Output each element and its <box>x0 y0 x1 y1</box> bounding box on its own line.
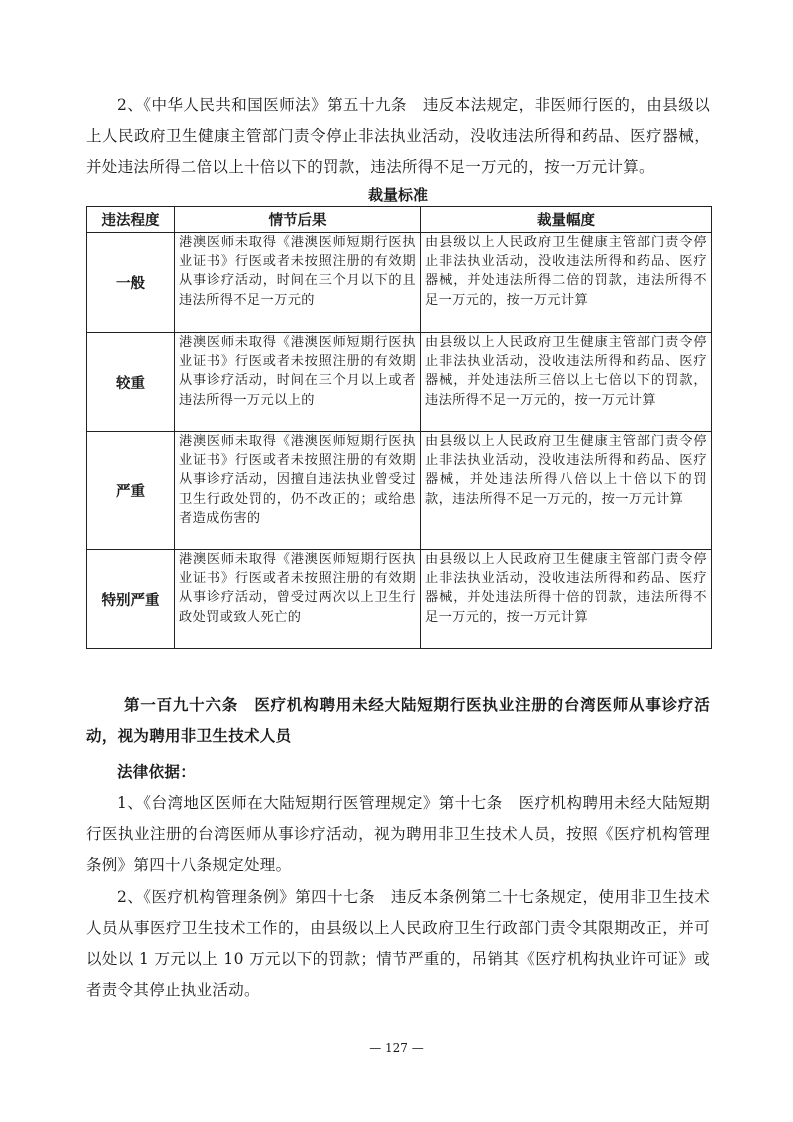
table-row <box>87 233 712 333</box>
row-level: 特别严重 <box>87 550 175 649</box>
row-consequence: 港澳医师未取得《港澳医师短期行医执业证书》行医或者未按照注册的有效期从事诊疗活动，时间在三个月以上或者违法所得一万元以上的 <box>175 333 421 432</box>
row-penalty: 由县级以上人民政府卫生健康主管部门责令停止非法执业活动，没收违法所得和药品、医疗器械，并处违法所得二倍的罚款，违法所得不足一万元的，按一万元计算 <box>421 233 712 333</box>
row-level: 较重 <box>87 333 175 432</box>
legal-basis-item: 1、《台湾地区医师在大陆短期行医管理规定》第十七条 医疗机构聘用未经大陆短期行医执业注册的台湾医师从事诊疗活动，视为聘用非卫生技术人员，按照《医疗机构管理条例》第四十八条规定处理。 <box>86 794 710 874</box>
row-penalty: 由县级以上人民政府卫生健康主管部门责令停止非法执业活动，没收违法所得和药品、医疗器械，并处违法所得十倍的罚款，违法所得不足一万元的，按一万元计算 <box>421 550 712 649</box>
page-number: — 127 — <box>369 1041 424 1055</box>
discretion-standard-table <box>86 206 712 649</box>
legal-basis-item: 2、《医疗机构管理条例》第四十七条 违反本条例第二十七条规定，使用非卫生技术人员从事医疗卫生技术工作的，由县级以上人民政府卫生行政部门责令其限期改正，并可以处以 1 万元以上 10 万元以下的罚款；情节严重的，吊销其《医疗机构执业许可证》或者责令其停止执业活动。 <box>86 888 710 999</box>
row-level: 一般 <box>87 233 175 333</box>
row-level: 严重 <box>87 432 175 550</box>
row-consequence: 港澳医师未取得《港澳医师短期行医执业证书》行医或者未按照注册的有效期从事诊疗活动，时间在三个月以下的且违法所得不足一万元的 <box>175 233 421 333</box>
table-row <box>87 333 712 432</box>
table-caption: 裁量标准 <box>367 186 428 204</box>
row-penalty: 由县级以上人民政府卫生健康主管部门责令停止非法执业活动，没收违法所得和药品、医疗器械，并处违法所得八倍以上十倍以下的罚款，违法所得不足一万元的，按一万元计算 <box>421 432 712 550</box>
header-penalty-range: 裁量幅度 <box>421 207 712 233</box>
table-row <box>87 550 712 649</box>
article-heading <box>86 690 710 752</box>
intro-paragraph: 2、《中华人民共和国医师法》第五十九条 违反本法规定，非医师行医的，由县级以上人民政府卫生健康主管部门责令停止非法执业活动，没收违法所得和药品、医疗器械，并处违法所得二倍以上十倍以下的罚款，违法所得不足一万元的，按一万元计算。 <box>86 96 710 176</box>
table-row <box>87 432 712 550</box>
row-consequence: 港澳医师未取得《港澳医师短期行医执业证书》行医或者未按照注册的有效期从事诊疗活动，曾受过两次以上卫生行政处罚或致人死亡的 <box>175 550 421 649</box>
header-consequence: 情节后果 <box>175 207 421 233</box>
header-violation-degree: 违法程度 <box>87 207 175 233</box>
table-header-row <box>87 207 712 233</box>
article-heading-text: 第一百九十六条 医疗机构聘用未经大陆短期行医执业注册的台湾医师从事诊疗活动，视为聘用非卫生技术人员 <box>86 696 710 745</box>
row-consequence: 港澳医师未取得《港澳医师短期行医执业证书》行医或者未按照注册的有效期从事诊疗活动，因擅自违法执业曾受过卫生行政处罚的，仍不改正的；或给患者造成伤害的 <box>175 432 421 550</box>
row-penalty: 由县级以上人民政府卫生健康主管部门责令停止非法执业活动，没收违法所得和药品、医疗器械，并处违法所三倍以上七倍以下的罚款，违法所得不足一万元的，按一万元计算 <box>421 333 712 432</box>
legal-basis-label: 法律依据： <box>117 763 197 781</box>
